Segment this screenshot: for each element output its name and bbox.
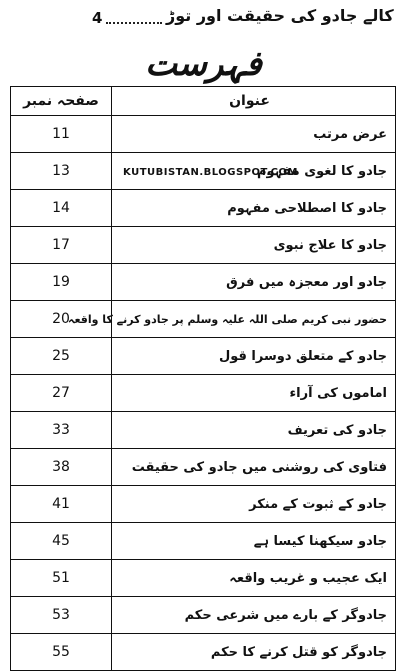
row-page: 41 (11, 486, 112, 523)
row-page: 19 (11, 264, 112, 301)
watermark: KUTUBISTAN.BLOGSPOT.COM (123, 167, 298, 178)
row-page: 45 (11, 523, 112, 560)
toc-title: فہرست (145, 44, 262, 84)
table-row (11, 560, 396, 597)
table-row (11, 227, 396, 264)
table-row (11, 449, 396, 486)
row-page: 14 (11, 190, 112, 227)
table-row (11, 190, 396, 227)
book-title: کالے جادو کی حقیقت اور توڑ (166, 6, 394, 25)
table-row (11, 412, 396, 449)
table-row (11, 116, 396, 153)
row-title: اماموں کی آراء (112, 375, 396, 412)
row-title: جادو اور معجزہ میں فرق (112, 264, 396, 301)
table-row (11, 264, 396, 301)
row-title: جادو کا اصطلاحی مفہوم (112, 190, 396, 227)
row-title: جادو کے ثبوت کے منکر (112, 486, 396, 523)
table-row (11, 301, 396, 338)
table-row (11, 523, 396, 560)
table-row (11, 486, 396, 523)
col-title-header: عنوان (112, 87, 396, 116)
row-title: عرض مرتب (112, 116, 396, 153)
row-page: 11 (11, 116, 112, 153)
row-page: 53 (11, 597, 112, 634)
col-page-header: صفحہ نمبر (11, 87, 112, 116)
row-title: جادو کی تعریف (112, 412, 396, 449)
row-title: فتاوی کی روشنی میں جادو کی حقیقت (112, 449, 396, 486)
row-page: 25 (11, 338, 112, 375)
row-title: جادو سیکھنا کیسا ہے (112, 523, 396, 560)
header-dotted-leader (106, 22, 162, 24)
row-page: 27 (11, 375, 112, 412)
row-title: جادو کا علاج نبوی (112, 227, 396, 264)
row-page: 51 (11, 560, 112, 597)
row-title: جادوگر کے بارے میں شرعی حکم (112, 597, 396, 634)
toc-header-row (11, 87, 396, 116)
row-page: 33 (11, 412, 112, 449)
row-page: 13 (11, 153, 112, 190)
row-page: 17 (11, 227, 112, 264)
row-page: 20 (11, 301, 112, 338)
page-number: 4 (92, 9, 103, 27)
table-row (11, 338, 396, 375)
table-row (11, 597, 396, 634)
row-title: جادو کا لغوی مفہوم (112, 153, 396, 190)
row-title: جادوگر کو قتل کرنے کا حکم (112, 634, 396, 671)
running-header (0, 6, 407, 32)
table-row (11, 634, 396, 671)
row-title: جادو کے متعلق دوسرا قول (112, 338, 396, 375)
row-title: ایک عجیب و غریب واقعہ (112, 560, 396, 597)
table-row (11, 375, 396, 412)
row-title: حضور نبی کریم صلی اللہ علیہ وسلم پر جادو کرنے کا واقعہ (112, 301, 396, 338)
row-page: 38 (11, 449, 112, 486)
row-page: 55 (11, 634, 112, 671)
